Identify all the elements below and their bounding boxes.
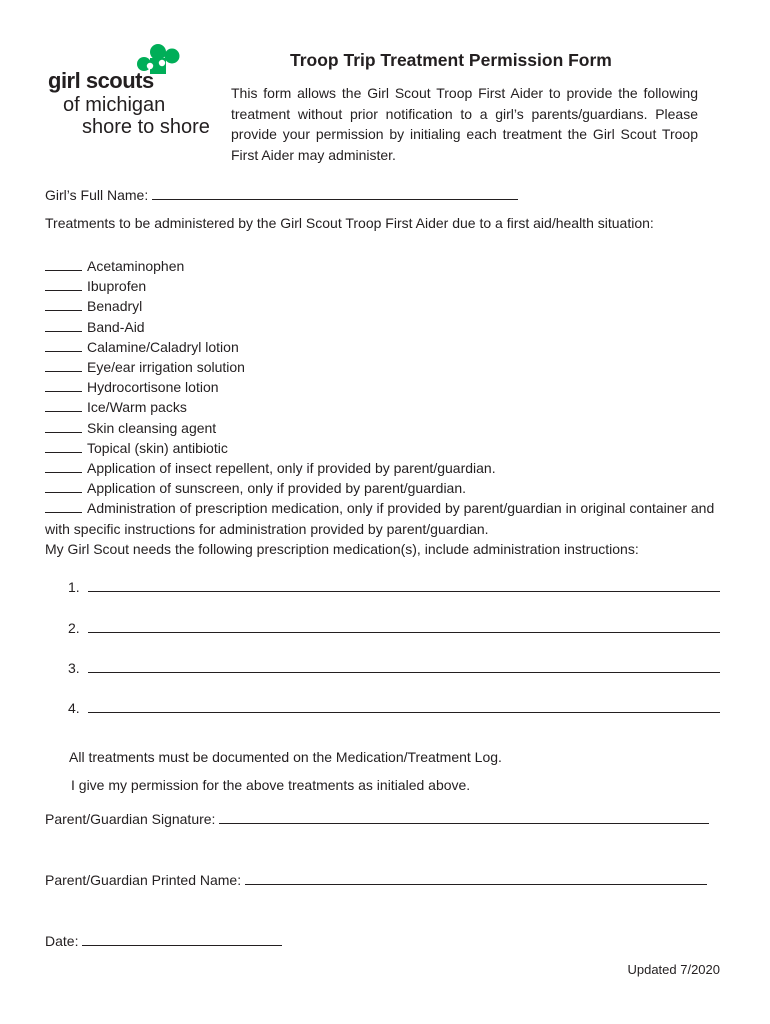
- prescription-number: 1.: [68, 579, 80, 595]
- prescription-field[interactable]: [88, 578, 720, 592]
- initial-field[interactable]: [45, 277, 82, 291]
- logo-text-shore-to-shore: shore to shore: [82, 116, 210, 138]
- initial-field[interactable]: [45, 479, 82, 493]
- treatment-item: [45, 438, 735, 458]
- treatment-label: Hydrocortisone lotion: [87, 379, 219, 396]
- date-label: Date:: [45, 933, 79, 949]
- form-intro: This form allows the Girl Scout Troop First Aider to provide the following treatment without prior notification to a girl’s parents/guardians. Please provide your permission by initialing each treatment the Girl Scout Troop First Aider may administer.: [231, 85, 698, 163]
- treatment-item: [45, 276, 735, 296]
- prescription-line: [68, 699, 720, 716]
- prescription-field[interactable]: [88, 699, 720, 713]
- treatment-label: Eye/ear irrigation solution: [87, 359, 245, 376]
- treatment-list: [45, 256, 735, 559]
- girls-name-label: Girl’s Full Name:: [45, 187, 149, 203]
- logo-text-of-michigan: of michigan: [63, 94, 166, 116]
- prescription-line: [68, 619, 720, 636]
- treatment-label: Application of insect repellent, only if provided by parent/guardian.: [87, 460, 496, 477]
- signature-row: [45, 810, 709, 827]
- prescription-number: 3.: [68, 660, 80, 676]
- treatment-item: [45, 337, 735, 357]
- girls-name-row: [45, 186, 518, 203]
- treatment-label: Administration of prescription medication, only if provided by parent/guardian in original container and with specific instructions for administration provided by parent/guardian.: [45, 500, 715, 537]
- initial-field[interactable]: [45, 318, 82, 332]
- treatment-label: Ice/Warm packs: [87, 399, 187, 416]
- initial-field[interactable]: [45, 398, 82, 412]
- treatment-item: [45, 256, 735, 276]
- printed-name-label: Parent/Guardian Printed Name:: [45, 872, 242, 888]
- treatment-label: Acetaminophen: [87, 258, 185, 274]
- initial-field[interactable]: [45, 499, 82, 513]
- updated-date: Updated 7/2020: [627, 962, 720, 977]
- initial-field[interactable]: [45, 358, 82, 372]
- prescription-field[interactable]: [88, 619, 720, 633]
- date-field[interactable]: [82, 932, 282, 946]
- prescription-number: 4.: [68, 700, 80, 716]
- signature-field[interactable]: [219, 810, 709, 824]
- initial-field[interactable]: [45, 297, 82, 311]
- treatment-item: [45, 317, 735, 337]
- documented-note: All treatments must be documented on the Medication/Treatment Log.: [69, 749, 502, 765]
- girls-name-field[interactable]: [152, 186, 518, 200]
- treatment-label: Application of sunscreen, only if provided by parent/guardian.: [87, 480, 467, 497]
- initial-field[interactable]: [45, 338, 82, 352]
- initial-field[interactable]: [45, 378, 82, 392]
- printed-name-row: [45, 871, 707, 888]
- printed-name-field[interactable]: [245, 871, 707, 885]
- treatment-item: [45, 418, 735, 438]
- treatment-item: [45, 397, 735, 417]
- treatment-label: Benadryl: [87, 298, 143, 315]
- permission-statement: I give my permission for the above treatments as initialed above.: [71, 777, 471, 793]
- prescription-heading: My Girl Scout needs the following prescription medication(s), include administration instructions:: [45, 540, 639, 557]
- prescription-field[interactable]: [88, 659, 720, 673]
- treatment-item: [45, 498, 735, 538]
- treatment-item: [45, 478, 735, 498]
- form-title: Troop Trip Treatment Permission Form: [290, 50, 612, 70]
- signature-label: Parent/Guardian Signature:: [45, 811, 216, 827]
- initial-field[interactable]: [45, 459, 82, 473]
- treatment-label: Ibuprofen: [87, 278, 147, 295]
- treatment-label: Topical (skin) antibiotic: [87, 439, 228, 456]
- treatment-item: [45, 357, 735, 377]
- initial-field[interactable]: [45, 419, 82, 433]
- initial-field[interactable]: [45, 439, 82, 453]
- logo-text-girl-scouts: girl scouts: [48, 68, 154, 93]
- council-logo: [44, 42, 219, 142]
- treatment-label: Band-Aid: [87, 318, 145, 335]
- treatments-heading: Treatments to be administered by the Girl Scout Troop First Aider due to a first aid/health situation:: [45, 215, 654, 231]
- initial-field[interactable]: [45, 257, 82, 271]
- prescription-line: [68, 578, 720, 595]
- treatment-item: [45, 296, 735, 316]
- prescription-line: [68, 659, 720, 676]
- date-row: [45, 932, 282, 949]
- treatment-label: Skin cleansing agent: [87, 419, 217, 436]
- treatment-item: [45, 377, 735, 397]
- treatment-item: [45, 458, 735, 478]
- prescription-number: 2.: [68, 620, 80, 636]
- treatment-label: Calamine/Caladryl lotion: [87, 338, 239, 355]
